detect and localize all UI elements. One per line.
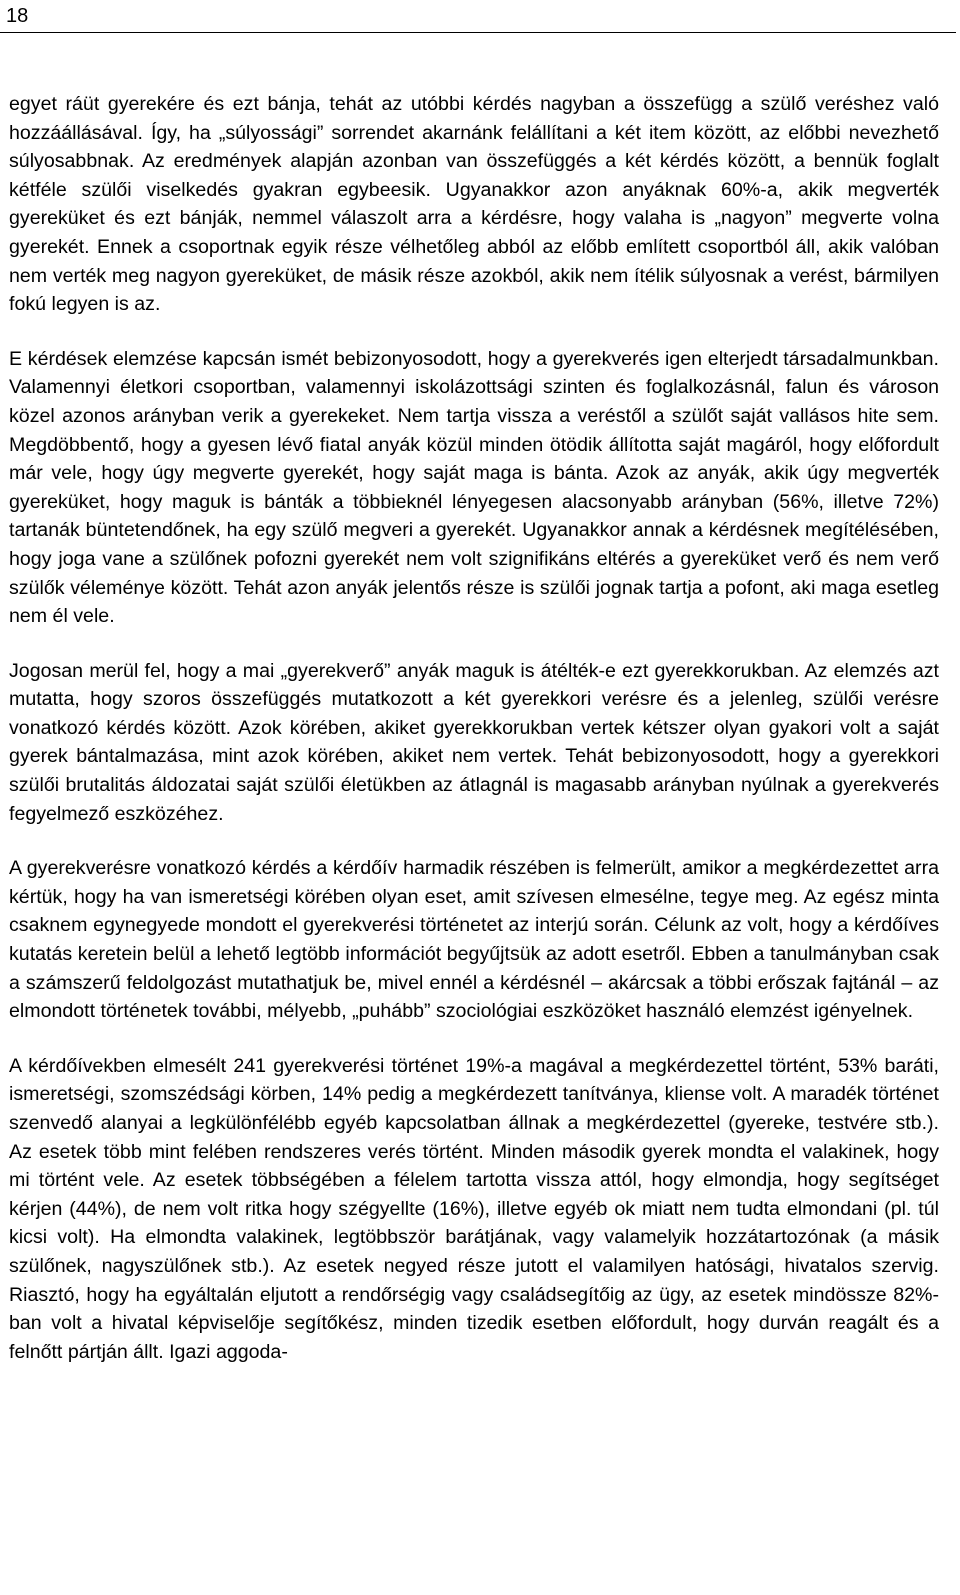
paragraph: A gyerekverésre vonatkozó kérdés a kérdőív harmadik részében is felmerült, amikor a megkérdezettet arra kértük, hogy ha van ismeretségi körében olyan eset, amit szívesen elmesélne, tegye meg. Az egész minta csaknem egynegyede mondott el gyerekverési történetet az interjú során. Célunk az volt, hogy a kérdőíves kutatás keretein belül a lehető legtöbb információt begyűjtsük az adott esetről. Ebben a tanulmányban csak a számszerű feldolgozást mutathatjuk be, mivel ennél a kérdésnél – akárcsak a többi erőszak fajtánál – az elmondott történetek további, mélyebb, „puhább” szociológiai eszközöket használó elemzést igényelnek. [9, 857, 939, 1023]
page-number: 18 [6, 5, 29, 27]
paragraph: A kérdőívekben elmesélt 241 gyerekverési történet 19%-a magával a megkérdezettel történt, 53% baráti, ismeretségi, szomszédsági körben, 14% pedig a megkérdezett tanítványa, kliense volt. A maradék történet szenvedő alanyai a legkülönfélébb egyéb kapcsolatban állnak a megkérdezettel (gyereke, testvére stb.). Az esetek több mint felében rendszeres verés történt. Minden második gyerek mondta el valakinek, hogy mi történt vele. Az esetek többségében a félelem tartotta vissza attól, hogy elmondja, hogy segítséget kérjen (44%), de nem volt ritka hogy szégyellte (16%), illetve egyéb ok miatt nem tudta elmondani (pl. túl kicsi volt). Ha elmondta valakinek, legtöbbször barátjának, vagy valamelyik hozzátartozónak (a másik szülőnek, nagyszülőnek stb.). Az esetek negyed része jutott el valamilyen hatósági, hivatalos szervig. Riasztó, hogy ha egyáltalán eljutott a rendőrségig vagy családsegítőig az ügy, az esetek mindössze 82%-ban volt a hivatal képviselője segítőkész, minden tizedik esetben előfordult, hogy durván reagált és a felnőtt pártján állt. Igazi aggoda- [9, 1054, 939, 1363]
page-header [0, 0, 960, 34]
paragraph: E kérdések elemzése kapcsán ismét bebizonyosodott, hogy a gyerekverés igen elterjedt társadalmunkban. Valamennyi életkori csoportban, valamennyi iskolázottsági szinten és foglalkozásnál, falun és városon közel azonos arányban verik a gyerekeket. Nem tartja vissza a veréstől a szülőt saját vallásos hite sem. Megdöbbentő, hogy a gyesen lévő fiatal anyák közül minden ötödik állította saját magáról, hogy előfordult már vele, hogy úgy megverte gyerekét, hogy saját maga is bánta. Azok az anyák, akik úgy megverték gyereküket, hogy maguk is bánták a többieknél lényegesen alacsonyabb arányban (56%, illetve 72%) tartanák büntetendőnek, ha egy szülő megveri a gyerekét. Ugyanakkor annak a kérdésnek megítélésében, hogy joga vane a szülőnek pofozni gyerekét nem volt szignifikáns eltérés a gyereküket verő és nem verő szülők véleménye között. Tehát azon anyák jelentős része is szülői jognak tartja a pofont, aki maga esetleg nem él vele. [9, 347, 939, 628]
paragraph: egyet ráüt gyerekére és ezt bánja, tehát az utóbbi kérdés nagyban a összefügg a szülő veréshez való hozzáállásával. Így, ha „súlyossági” sorrendet akarnánk felállítani a két item között, az előbbi nevezhető súlyosabbnak. Az eredmények alapján azonban van összefüggés a két kérdés között, a bennük foglalt kétféle szülői viselkedés gyakran egybeesik. Ugyanakkor azon anyáknak 60%-a, akik megverték gyereküket és ezt bánják, nemmel válaszolt arra a kérdésre, hogy valaha is „nagyon” megverte volna gyerekét. Ennek a csoportnak egyik része vélhetőleg abból az előbb említett csoportból áll, akik valóban nem verték meg nagyon gyereküket, de másik része azokból, akik nem ítélik súlyosnak a verést, bármilyen fokú legyen is az. [9, 93, 939, 316]
header-rule [0, 32, 956, 33]
paragraph: Jogosan merül fel, hogy a mai „gyerekverő” anyák maguk is átélték-e ezt gyerekkorukban. Az elemzés azt mutatta, hogy szoros összefüggés mutatkozott a két gyerekkori verésre és a jelenleg, szülői verésre vonatkozó kérdés között. Azok körében, akiket gyerekkorukban vertek kétszer olyan gyakori volt a saját gyerek bántalmazása, mint azok körében, akiket nem vertek. Tehát bebizonyosodott, hogy a gyerekkori szülői brutalitás áldozatai saját szülői életükben az átlagnál is magasabb arányban nyúlnak a gyerekverés fegyelmező eszközéhez. [9, 659, 939, 825]
body-text [9, 90, 939, 1366]
